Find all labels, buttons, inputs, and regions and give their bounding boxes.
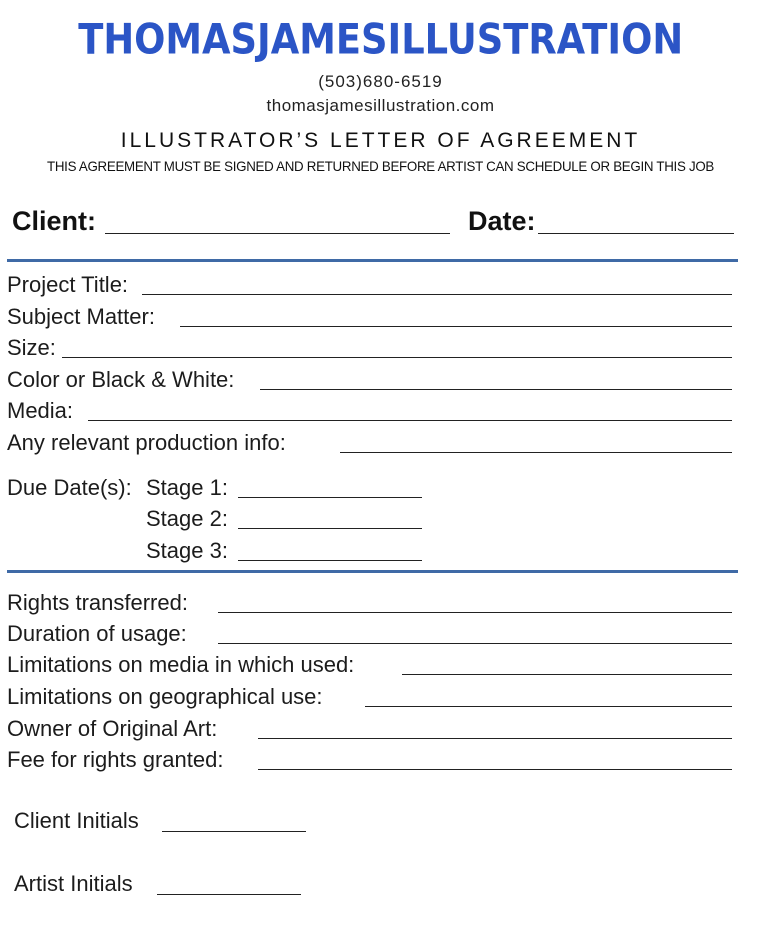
client-label: Client: xyxy=(12,206,96,236)
fee-label: Fee for rights granted: xyxy=(7,747,224,772)
stage-3-label: Stage 3: xyxy=(146,538,228,563)
rights-transferred-label: Rights transferred: xyxy=(7,590,188,615)
size-label: Size: xyxy=(7,335,56,360)
agreement-notice: THIS AGREEMENT MUST BE SIGNED AND RETURNED BEFORE ARTIST CAN SCHEDULE OR BEGIN THIS JOB xyxy=(47,159,714,174)
project-title-label: Project Title: xyxy=(7,272,129,297)
section-divider-top xyxy=(7,259,738,262)
stage-2-label: Stage 2: xyxy=(146,506,228,531)
fee-field[interactable] xyxy=(258,769,732,770)
project-title-field[interactable] xyxy=(142,294,732,295)
subject-matter-label: Subject Matter: xyxy=(7,304,155,329)
stage-3-field[interactable] xyxy=(238,560,422,561)
stage-1-label: Stage 1: xyxy=(146,475,228,500)
color-field[interactable] xyxy=(260,389,732,390)
production-info-field[interactable] xyxy=(340,452,732,453)
duration-field[interactable] xyxy=(218,643,732,644)
media-limitations-field[interactable] xyxy=(402,674,732,675)
color-label: Color or Black & White: xyxy=(7,367,235,392)
document-title: ILLUSTRATOR’S LETTER OF AGREEMENT xyxy=(120,129,641,152)
media-label: Media: xyxy=(7,398,74,423)
artist-initials-field[interactable] xyxy=(157,894,301,895)
date-label: Date: xyxy=(468,206,536,236)
phone-number: (503)680-6519 xyxy=(318,72,443,91)
client-initials-label: Client Initials xyxy=(14,808,139,833)
subject-matter-field[interactable] xyxy=(180,326,732,327)
rights-transferred-field[interactable] xyxy=(218,612,732,613)
section-divider-middle xyxy=(7,570,738,573)
stage-2-field[interactable] xyxy=(238,528,422,529)
website-url[interactable]: thomasjamesillustration.com xyxy=(266,96,495,115)
size-field[interactable] xyxy=(62,357,732,358)
media-field[interactable] xyxy=(88,420,732,421)
due-dates-label: Due Date(s): xyxy=(7,475,132,500)
owner-label: Owner of Original Art: xyxy=(7,716,218,741)
media-limitations-label: Limitations on media in which used: xyxy=(7,652,355,677)
geo-limitations-field[interactable] xyxy=(365,706,732,707)
geo-limitations-label: Limitations on geographical use: xyxy=(7,684,323,709)
production-info-label: Any relevant production info: xyxy=(7,430,286,455)
company-logo: THOMASJAMESILLUSTRATION xyxy=(77,15,683,65)
owner-field[interactable] xyxy=(258,738,732,739)
client-initials-field[interactable] xyxy=(162,831,306,832)
client-field[interactable] xyxy=(105,233,450,234)
date-field[interactable] xyxy=(538,233,734,234)
stage-1-field[interactable] xyxy=(238,497,422,498)
artist-initials-label: Artist Initials xyxy=(14,871,133,896)
duration-label: Duration of usage: xyxy=(7,621,187,646)
